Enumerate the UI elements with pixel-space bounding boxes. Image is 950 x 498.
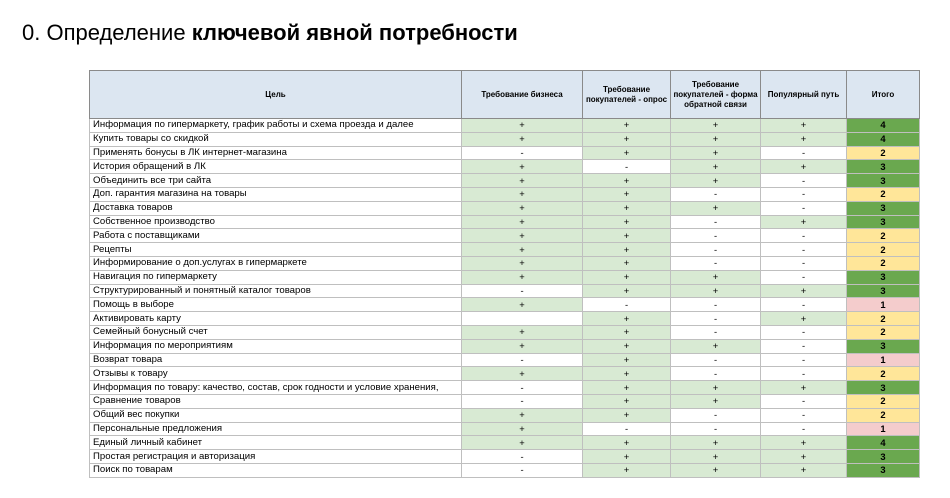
- survey-cell: +: [583, 394, 671, 408]
- table-row: [90, 243, 920, 257]
- feedback-cell: -: [671, 408, 761, 422]
- survey-cell: +: [583, 325, 671, 339]
- business-cell: +: [462, 215, 583, 229]
- table-row: [90, 394, 920, 408]
- table-row: [90, 174, 920, 188]
- total-cell: 3: [847, 450, 920, 464]
- table-row: [90, 312, 920, 326]
- business-cell: -: [462, 463, 583, 477]
- business-cell: +: [462, 243, 583, 257]
- table-row: [90, 408, 920, 422]
- business-cell: +: [462, 256, 583, 270]
- business-cell: -: [462, 394, 583, 408]
- goal-cell: Работа с поставщиками: [90, 229, 462, 243]
- business-cell: +: [462, 367, 583, 381]
- needs-table: [89, 70, 920, 478]
- total-cell: 3: [847, 339, 920, 353]
- popular-path-cell: -: [761, 325, 847, 339]
- total-cell: 3: [847, 381, 920, 395]
- feedback-cell: +: [671, 436, 761, 450]
- business-cell: [462, 312, 583, 326]
- popular-path-cell: +: [761, 436, 847, 450]
- goal-cell: История обращений в ЛК: [90, 160, 462, 174]
- total-cell: 2: [847, 367, 920, 381]
- feedback-cell: -: [671, 256, 761, 270]
- survey-cell: +: [583, 436, 671, 450]
- table-row: [90, 256, 920, 270]
- goal-cell: Простая регистрация и авторизация: [90, 450, 462, 464]
- header-feedback: Требование покупателей - форма обратной связи: [671, 71, 761, 119]
- survey-cell: +: [583, 408, 671, 422]
- goal-cell: Общий вес покупки: [90, 408, 462, 422]
- business-cell: -: [462, 353, 583, 367]
- total-cell: 1: [847, 422, 920, 436]
- survey-cell: +: [583, 215, 671, 229]
- feedback-cell: +: [671, 160, 761, 174]
- table-row: [90, 187, 920, 201]
- table-row: [90, 270, 920, 284]
- goal-cell: Применять бонусы в ЛК интернет-магазина: [90, 146, 462, 160]
- goal-cell: Структурированный и понятный каталог товаров: [90, 284, 462, 298]
- business-cell: -: [462, 284, 583, 298]
- table-row: [90, 325, 920, 339]
- business-cell: +: [462, 201, 583, 215]
- feedback-cell: +: [671, 119, 761, 133]
- goal-cell: Информация по товару: качество, состав, срок годности и условие хранения,: [90, 381, 462, 395]
- feedback-cell: +: [671, 132, 761, 146]
- feedback-cell: -: [671, 229, 761, 243]
- survey-cell: +: [583, 381, 671, 395]
- total-cell: 1: [847, 298, 920, 312]
- table-row: [90, 422, 920, 436]
- feedback-cell: +: [671, 381, 761, 395]
- table-row: [90, 215, 920, 229]
- business-cell: +: [462, 339, 583, 353]
- survey-cell: -: [583, 298, 671, 312]
- survey-cell: +: [583, 463, 671, 477]
- header-row: [90, 71, 920, 119]
- survey-cell: +: [583, 187, 671, 201]
- survey-cell: +: [583, 270, 671, 284]
- total-cell: 3: [847, 463, 920, 477]
- business-cell: +: [462, 174, 583, 188]
- goal-cell: Купить товары со скидкой: [90, 132, 462, 146]
- business-cell: -: [462, 381, 583, 395]
- popular-path-cell: +: [761, 119, 847, 133]
- popular-path-cell: -: [761, 270, 847, 284]
- total-cell: 2: [847, 312, 920, 326]
- popular-path-cell: -: [761, 408, 847, 422]
- goal-cell: Отзывы к товару: [90, 367, 462, 381]
- survey-cell: +: [583, 353, 671, 367]
- business-cell: +: [462, 119, 583, 133]
- feedback-cell: -: [671, 215, 761, 229]
- goal-cell: Доставка товаров: [90, 201, 462, 215]
- slide-title-bold: ключевой явной потребности: [191, 20, 518, 45]
- popular-path-cell: +: [761, 381, 847, 395]
- slide-title-prefix: 0. Определение: [22, 20, 192, 45]
- table-row: [90, 436, 920, 450]
- total-cell: 3: [847, 284, 920, 298]
- feedback-cell: -: [671, 422, 761, 436]
- total-cell: 2: [847, 325, 920, 339]
- goal-cell: Собственное производство: [90, 215, 462, 229]
- total-cell: 1: [847, 353, 920, 367]
- survey-cell: +: [583, 119, 671, 133]
- goal-cell: Возврат товара: [90, 353, 462, 367]
- business-cell: +: [462, 408, 583, 422]
- slide-title: [22, 20, 518, 46]
- goal-cell: Единый личный кабинет: [90, 436, 462, 450]
- feedback-cell: +: [671, 450, 761, 464]
- total-cell: 4: [847, 119, 920, 133]
- business-cell: +: [462, 422, 583, 436]
- popular-path-cell: +: [761, 312, 847, 326]
- popular-path-cell: -: [761, 187, 847, 201]
- survey-cell: +: [583, 201, 671, 215]
- popular-path-cell: -: [761, 367, 847, 381]
- feedback-cell: -: [671, 298, 761, 312]
- business-cell: +: [462, 160, 583, 174]
- table-row: [90, 132, 920, 146]
- business-cell: +: [462, 187, 583, 201]
- total-cell: 2: [847, 256, 920, 270]
- table-row: [90, 298, 920, 312]
- table-row: [90, 450, 920, 464]
- table-row: [90, 201, 920, 215]
- table-row: [90, 284, 920, 298]
- total-cell: 2: [847, 408, 920, 422]
- business-cell: +: [462, 436, 583, 450]
- survey-cell: +: [583, 146, 671, 160]
- goal-cell: Навигация по гипермаркету: [90, 270, 462, 284]
- popular-path-cell: -: [761, 146, 847, 160]
- goal-cell: Помощь в выборе: [90, 298, 462, 312]
- popular-path-cell: -: [761, 422, 847, 436]
- popular-path-cell: +: [761, 450, 847, 464]
- total-cell: 2: [847, 394, 920, 408]
- table-row: [90, 229, 920, 243]
- survey-cell: +: [583, 256, 671, 270]
- feedback-cell: -: [671, 325, 761, 339]
- survey-cell: +: [583, 284, 671, 298]
- popular-path-cell: -: [761, 243, 847, 257]
- header-total: Итого: [847, 71, 920, 119]
- business-cell: -: [462, 146, 583, 160]
- table-row: [90, 146, 920, 160]
- popular-path-cell: -: [761, 201, 847, 215]
- table-row: [90, 463, 920, 477]
- header-business: Требование бизнеса: [462, 71, 583, 119]
- feedback-cell: +: [671, 201, 761, 215]
- header-popular-path: Популярный путь: [761, 71, 847, 119]
- feedback-cell: +: [671, 463, 761, 477]
- goal-cell: Информирование о доп.услугах в гипермаркете: [90, 256, 462, 270]
- table-row: [90, 381, 920, 395]
- feedback-cell: -: [671, 312, 761, 326]
- popular-path-cell: +: [761, 284, 847, 298]
- goal-cell: Информация по гипермаркету, график работы и схема проезда и далее: [90, 119, 462, 133]
- goal-cell: Сравнение товаров: [90, 394, 462, 408]
- popular-path-cell: -: [761, 394, 847, 408]
- feedback-cell: -: [671, 187, 761, 201]
- survey-cell: +: [583, 450, 671, 464]
- survey-cell: -: [583, 422, 671, 436]
- feedback-cell: +: [671, 174, 761, 188]
- feedback-cell: +: [671, 284, 761, 298]
- business-cell: +: [462, 132, 583, 146]
- popular-path-cell: +: [761, 160, 847, 174]
- total-cell: 4: [847, 132, 920, 146]
- goal-cell: Поиск по товарам: [90, 463, 462, 477]
- header-survey: Требование покупателей - опрос: [583, 71, 671, 119]
- table-row: [90, 353, 920, 367]
- header-goal: Цель: [90, 71, 462, 119]
- survey-cell: -: [583, 160, 671, 174]
- business-cell: +: [462, 270, 583, 284]
- total-cell: 2: [847, 146, 920, 160]
- total-cell: 2: [847, 243, 920, 257]
- feedback-cell: +: [671, 394, 761, 408]
- total-cell: 3: [847, 160, 920, 174]
- goal-cell: Рецепты: [90, 243, 462, 257]
- total-cell: 4: [847, 436, 920, 450]
- popular-path-cell: -: [761, 229, 847, 243]
- business-cell: +: [462, 298, 583, 312]
- feedback-cell: +: [671, 146, 761, 160]
- total-cell: 2: [847, 187, 920, 201]
- survey-cell: +: [583, 243, 671, 257]
- business-cell: +: [462, 325, 583, 339]
- survey-cell: +: [583, 132, 671, 146]
- business-cell: +: [462, 229, 583, 243]
- table-row: [90, 119, 920, 133]
- goal-cell: Доп. гарантия магазина на товары: [90, 187, 462, 201]
- survey-cell: +: [583, 174, 671, 188]
- popular-path-cell: +: [761, 132, 847, 146]
- feedback-cell: -: [671, 367, 761, 381]
- survey-cell: +: [583, 229, 671, 243]
- popular-path-cell: -: [761, 174, 847, 188]
- popular-path-cell: +: [761, 215, 847, 229]
- total-cell: 3: [847, 215, 920, 229]
- popular-path-cell: +: [761, 463, 847, 477]
- feedback-cell: -: [671, 353, 761, 367]
- total-cell: 3: [847, 201, 920, 215]
- goal-cell: Информация по мероприятиям: [90, 339, 462, 353]
- popular-path-cell: -: [761, 298, 847, 312]
- goal-cell: Активировать карту: [90, 312, 462, 326]
- goal-cell: Семейный бонусный счет: [90, 325, 462, 339]
- popular-path-cell: -: [761, 353, 847, 367]
- business-cell: -: [462, 450, 583, 464]
- popular-path-cell: -: [761, 339, 847, 353]
- feedback-cell: +: [671, 339, 761, 353]
- goal-cell: Объединить все три сайта: [90, 174, 462, 188]
- total-cell: 2: [847, 229, 920, 243]
- feedback-cell: -: [671, 243, 761, 257]
- survey-cell: +: [583, 367, 671, 381]
- popular-path-cell: -: [761, 256, 847, 270]
- table-row: [90, 339, 920, 353]
- survey-cell: +: [583, 312, 671, 326]
- feedback-cell: +: [671, 270, 761, 284]
- table-row: [90, 160, 920, 174]
- table-row: [90, 367, 920, 381]
- survey-cell: +: [583, 339, 671, 353]
- goal-cell: Персональные предложения: [90, 422, 462, 436]
- total-cell: 3: [847, 270, 920, 284]
- total-cell: 3: [847, 174, 920, 188]
